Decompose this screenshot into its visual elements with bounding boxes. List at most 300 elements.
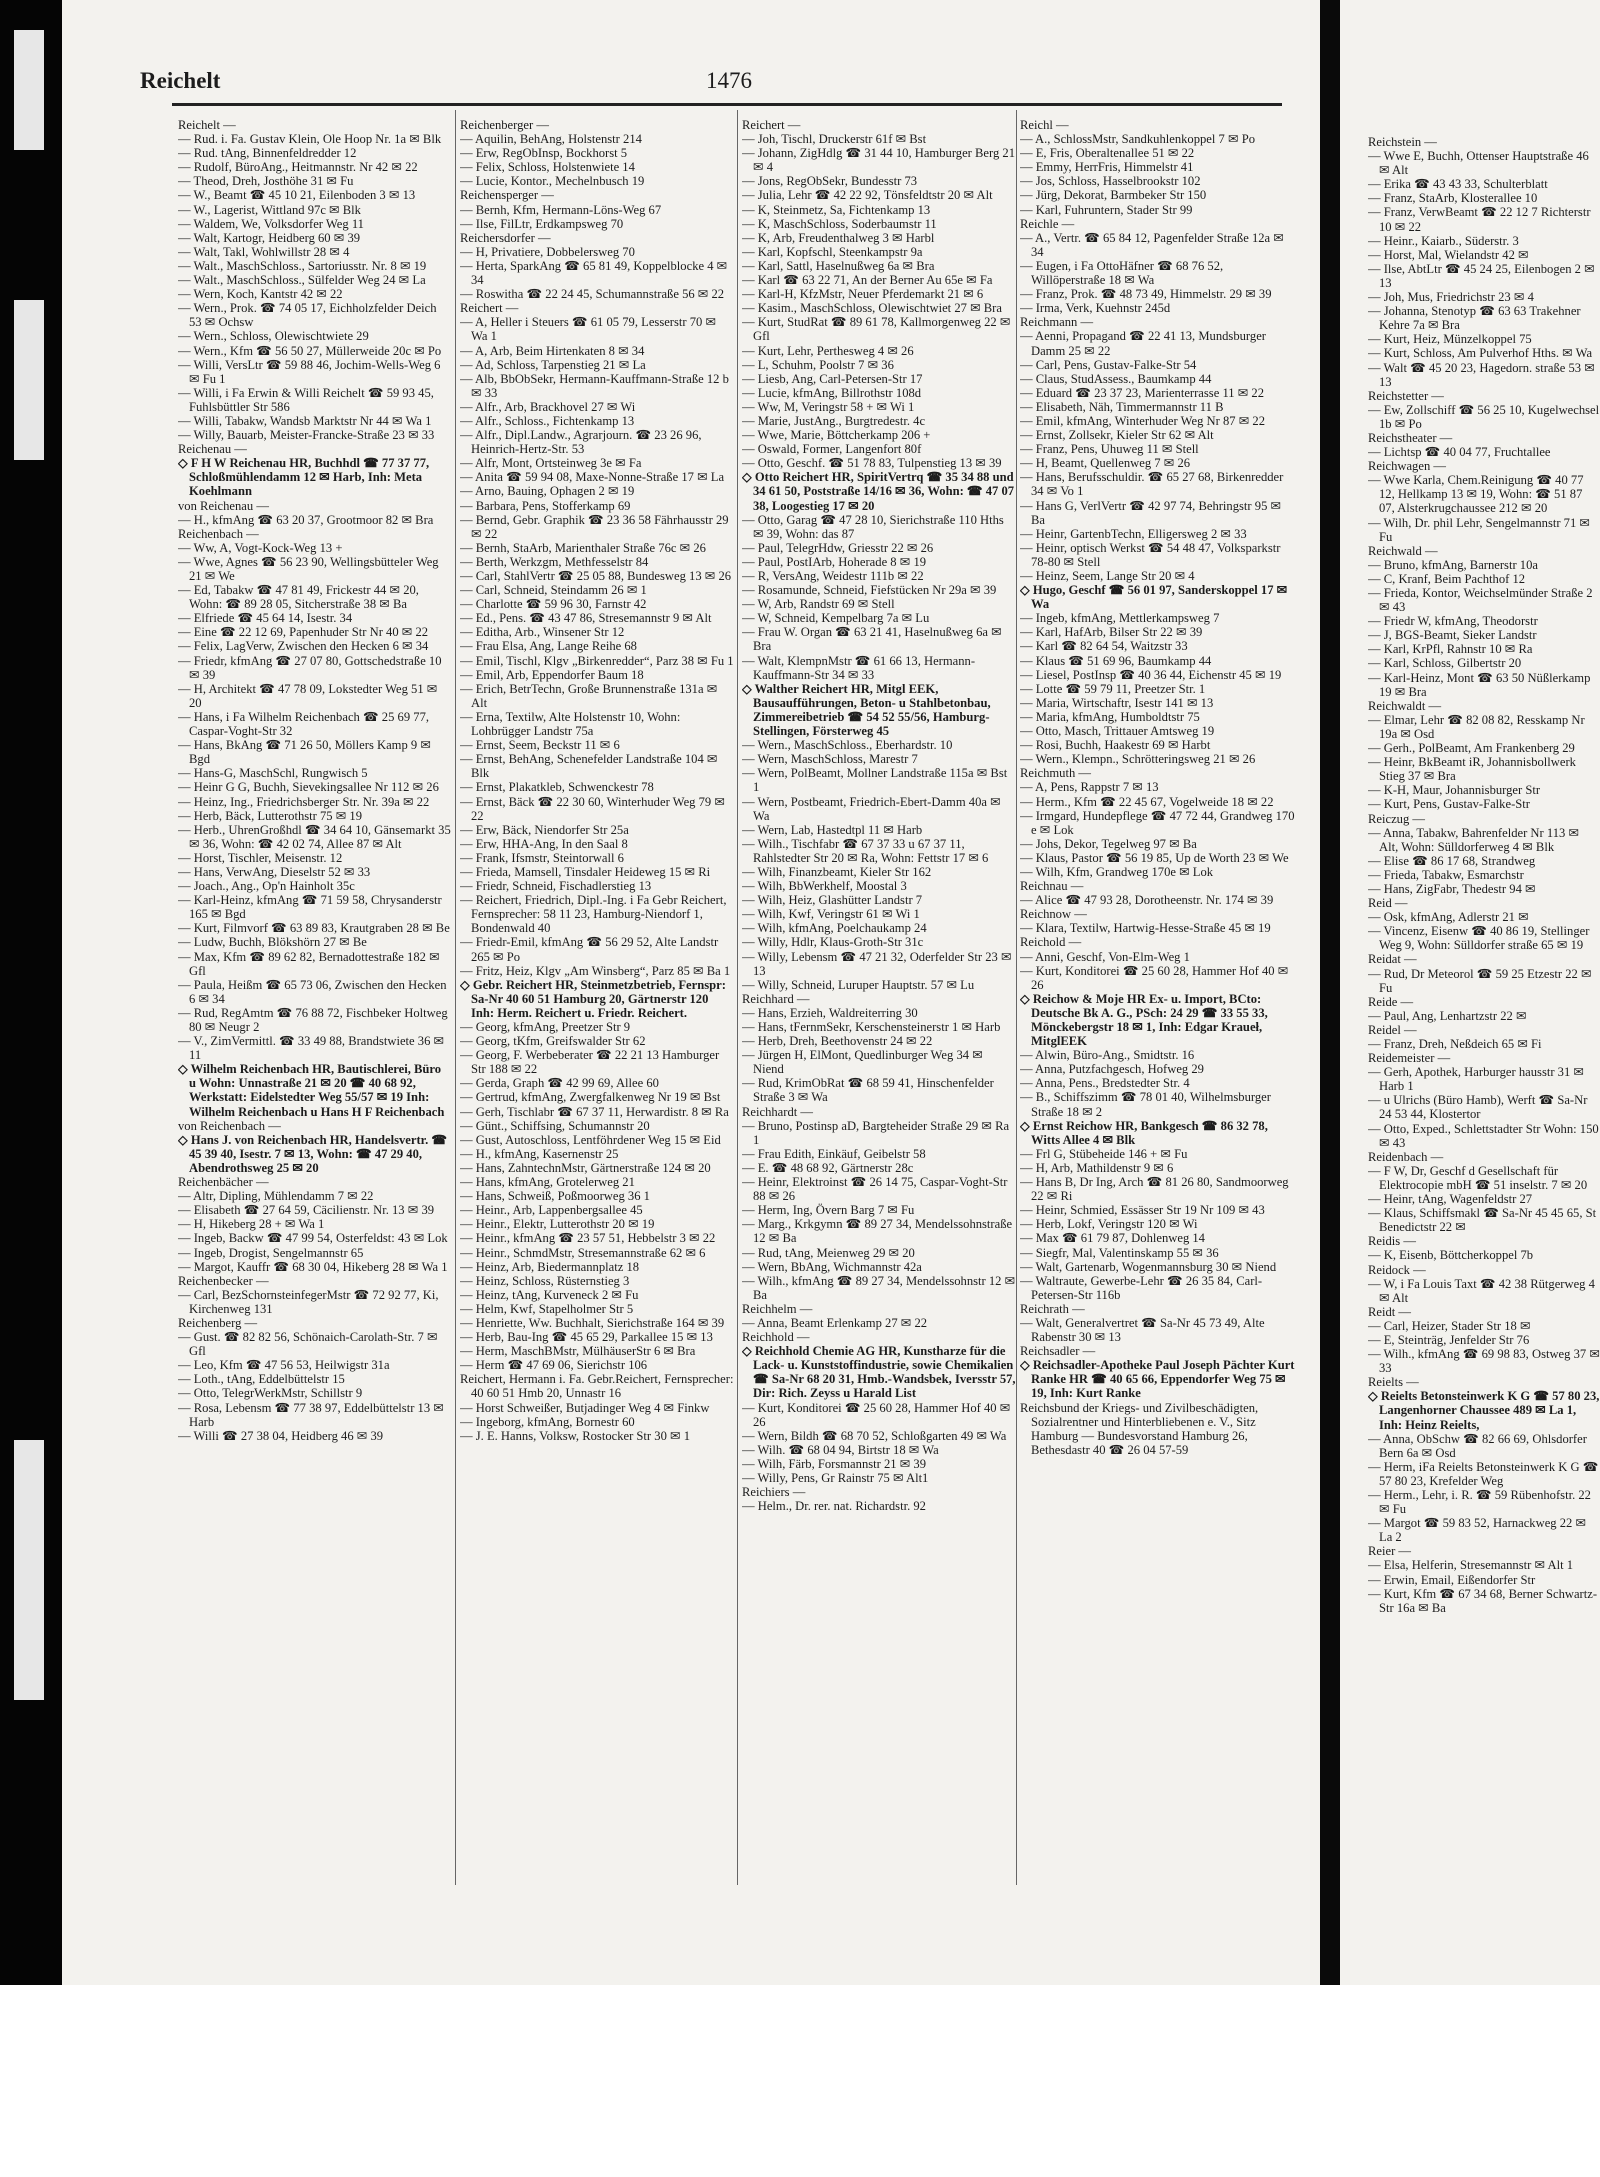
directory-entry: — E. ☎ 48 68 92, Gärtnerstr 28c bbox=[742, 1160, 914, 1175]
directory-entry: — Lucie, kfmAng, Billrothstr 108d bbox=[742, 385, 922, 400]
directory-entry: — Kurt, Pens, Gustav-Falke-Str bbox=[1368, 797, 1530, 812]
directory-entry: — H, Architekt ☎ 47 78 09, Lokstedter Weg 51 ✉ 20 bbox=[178, 681, 438, 710]
surname-heading: Reichwald — bbox=[1368, 543, 1438, 558]
directory-entry: — Elsa, Helferin, Stresemannstr ✉ Alt 1 bbox=[1368, 1558, 1574, 1573]
directory-entry: — Rud. tAng, Binnenfeldredder 12 bbox=[178, 146, 357, 161]
book-gutter bbox=[1320, 0, 1340, 1985]
directory-entry: — Marie, JustAng., Burgtredestr. 4c bbox=[742, 413, 926, 428]
directory-entry: — Ernst, Seem, Beckstr 11 ✉ 6 bbox=[460, 738, 620, 753]
directory-entry: — Kurt, StudRat ☎ 89 61 78, Kallmorgenweg 22 ✉ Gfl bbox=[742, 315, 1011, 344]
directory-entry: — Karl-Heinz, Mont ☎ 63 50 Nüßlerkamp 19 ✉ Bra bbox=[1368, 670, 1591, 699]
directory-entry: — Willi, Tabakw, Wandsb Marktstr Nr 44 ✉ Wa 1 bbox=[178, 413, 432, 428]
directory-entry: — Wern, Bildh ☎ 68 70 52, Schloßgarten 49 ✉ Wa bbox=[742, 1428, 1007, 1443]
directory-entry: — Friedr, kfmAng ☎ 27 07 80, Gottschedstraße 10 ✉ 39 bbox=[178, 653, 442, 682]
scan-left-edge bbox=[0, 0, 62, 1985]
directory-entry: — Walt ☎ 45 20 23, Hagedorn. straße 53 ✉ 13 bbox=[1368, 360, 1595, 389]
directory-entry: — Herm, MaschBMstr, MülhäuserStr 6 ✉ Bra bbox=[460, 1344, 696, 1359]
directory-entry: — Heinz, tAng, Kurveneck 2 ✉ Fu bbox=[460, 1287, 639, 1302]
directory-entry: — Herta, SparkAng ☎ 65 81 49, Koppelblocke 4 ✉ 34 bbox=[460, 258, 728, 288]
directory-entry: — Ilse, FilLtr, Erdkampsweg 70 bbox=[460, 216, 624, 231]
directory-entry: — H, Beamt, Quellenweg 7 ✉ 26 bbox=[1020, 456, 1191, 471]
directory-entry: — Eugen, i Fa OttoHäfner ☎ 68 76 52, Willöperstraße 18 ✉ Wa bbox=[1020, 258, 1224, 288]
directory-entry: — Gerh, Tischlabr ☎ 67 37 11, Herwardistr. 8 ✉ Ra bbox=[460, 1104, 729, 1119]
directory-entry: — Georg, kfmAng, Preetzer Str 9 bbox=[460, 1020, 631, 1034]
directory-entry: — Hans, Erzieh, Waldreiterring 30 bbox=[742, 1005, 918, 1020]
directory-entry: — Oswald, Former, Langenfort 80f bbox=[742, 442, 922, 457]
surname-heading: Reichert — bbox=[460, 301, 519, 316]
directory-entry: — W, Schneid, Kempelbarg 7a ✉ Lu bbox=[742, 611, 930, 626]
directory-entry: — Julia, Lehr ☎ 42 22 92, Tönsfeldtstr 20 ✉ Alt bbox=[742, 188, 993, 203]
directory-entry: — Friedr W, kfmAng, Theodorstr bbox=[1368, 614, 1538, 629]
surname-heading: Reichmann — bbox=[1020, 315, 1094, 330]
directory-entry: — Hans, VerwAng, Dieselstr 52 ✉ 33 bbox=[178, 864, 371, 879]
directory-entry: — Ww, A, Vogt-Kock-Weg 13 + bbox=[178, 540, 343, 555]
directory-entry: — Horst Schweißer, Butjadinger Weg 4 ✉ Finkw bbox=[460, 1400, 710, 1415]
directory-entry: — Wern, Lab, Hastedtpl 11 ✉ Harb bbox=[742, 822, 923, 837]
directory-entry: — Maria, Wirtschaftr, Isestr 141 ✉ 13 bbox=[1020, 695, 1214, 710]
directory-entry: — Reichert, Friedrich, Dipl.-Ing. i Fa Gebr Reichert, Fernsprecher: 58 11 23, Hamburg-Niendorf 1, Bondenwald 40 bbox=[460, 893, 727, 936]
directory-entry: ◇ Reichhold Chemie AG HR, Kunstharze für die Lack- u. Kunststoffindustrie, sowie Chemikalien ☎ Sa-Nr 68 20 31, Hmb.-Wandsbek, Iversstr 57, Dir: Rich. Zeyss u Harald List bbox=[742, 1344, 1016, 1401]
directory-entry: — Leo, Kfm ☎ 47 56 53, Heilwigstr 31a bbox=[178, 1358, 390, 1373]
directory-entry: — Rosi, Buchh, Haakestr 69 ✉ Harbt bbox=[1020, 738, 1211, 753]
directory-entry: — Hans, BkAng ☎ 71 26 50, Möllers Kamp 9 ✉ Bgd bbox=[178, 738, 431, 767]
directory-entry: — Heinz, Arb, Biedermannplatz 18 bbox=[460, 1259, 640, 1274]
directory-entry: — Heinr G G, Buchh, Sievekingsallee Nr 112 ✉ 26 bbox=[178, 780, 439, 795]
directory-entry: — Otto, Geschf. ☎ 51 78 83, Tulpenstieg 13 ✉ 39 bbox=[742, 456, 1002, 471]
directory-entry: ◇ F H W Reichenau HR, Buchhdl ☎ 77 37 77, Schloßmühlendamm 12 ✉ Harb, Inh: Meta Koehlmann bbox=[178, 456, 430, 499]
directory-entry: — Hans-G, MaschSchl, Rungwisch 5 bbox=[178, 766, 368, 781]
directory-entry: — Herb., UhrenGroßhdl ☎ 34 64 10, Gänsemarkt 35 ✉ 36, Wohn: ☎ 42 02 74, Allee 87 ✉ Alt bbox=[178, 822, 451, 851]
directory-entry: — K-H, Maur, Johannisburger Str bbox=[1368, 783, 1541, 798]
directory-entry: — Otto, Masch, Trittauer Amtsweg 19 bbox=[1020, 724, 1215, 739]
directory-entry: — B., Schiffszimm ☎ 78 01 40, Wilhelmsburger Straße 18 ✉ 2 bbox=[1020, 1090, 1271, 1119]
directory-entry: — Kurt, Lehr, Perthesweg 4 ✉ 26 bbox=[742, 343, 914, 358]
directory-entry: — Karl ☎ 82 64 54, Waitzstr 33 bbox=[1020, 639, 1188, 654]
surname-heading: Reielts — bbox=[1368, 1375, 1419, 1390]
directory-entry: — Irma, Verk, Kuehnstr 245d bbox=[1020, 301, 1171, 316]
directory-entry: — Joach., Ang., Op'n Hainholt 35c bbox=[178, 879, 355, 894]
directory-entry: — Hans, Berufsschuldir. ☎ 65 27 68, Birkenredder 34 ✉ Vo 1 bbox=[1020, 470, 1284, 499]
directory-entry: — Emil, Tischl, Klgv „Birkenredder“, Parz 38 ✉ Fu 1 bbox=[460, 653, 734, 668]
edge-mark bbox=[14, 1440, 44, 1700]
directory-entry: — Walt, KlempnMstr ☎ 61 66 13, Hermann-Kauffmann-Str 34 ✉ 33 bbox=[742, 653, 976, 682]
directory-entry: — L, Schuhm, Poolstr 7 ✉ 36 bbox=[742, 357, 894, 372]
directory-entry: — Aquilin, BehAng, Holstenstr 214 bbox=[460, 132, 642, 147]
surname-heading: Reichiers — bbox=[742, 1485, 806, 1500]
directory-entry: — Wern, PolBeamt, Mollner Landstraße 115a ✉ Bst 1 bbox=[742, 766, 1008, 795]
directory-entry: — Wern., Schloss, Olewischtwiete 29 bbox=[178, 329, 369, 344]
surname-heading: Reichenberg — bbox=[178, 1315, 258, 1330]
directory-entry: — Jürg, Dekorat, Barmbeker Str 150 bbox=[1020, 188, 1207, 203]
directory-entry: — Wern, Koch, Kantstr 42 ✉ 22 bbox=[178, 287, 343, 302]
directory-entry: — Friedr-Emil, kfmAng ☎ 56 29 52, Alte Landstr 265 ✉ Po bbox=[460, 935, 719, 964]
directory-column-3 bbox=[742, 118, 1016, 1888]
directory-entry: — Eine ☎ 22 12 69, Papenhuder Str Nr 40 ✉ 22 bbox=[178, 625, 429, 640]
directory-entry: — Hans, tFernmSekr, Kerschensteinerstr 1 ✉ Harb bbox=[742, 1020, 1001, 1034]
directory-entry: — Kasim., MaschSchloss, Olewischtwiet 27 ✉ Bra bbox=[742, 301, 1002, 316]
directory-entry: — Willy, Hdlr, Klaus-Groth-Str 31c bbox=[742, 935, 924, 950]
directory-entry: — Alfr., Arb, Brackhovel 27 ✉ Wi bbox=[460, 399, 636, 414]
directory-entry: — Maria, kfmAng, Humboldtstr 75 bbox=[1020, 709, 1200, 724]
directory-entry: — Hans G, VerlVertr ☎ 42 97 74, Behringstr 95 ✉ Ba bbox=[1020, 498, 1282, 527]
directory-entry: — Karl-Heinz, kfmAng ☎ 71 59 58, Chrysanderstr 165 ✉ Bgd bbox=[178, 893, 442, 922]
directory-entry: — Wern, Postbeamt, Friedrich-Ebert-Damm 40a ✉ Wa bbox=[742, 794, 1001, 823]
directory-entry: — Ernst, Bäck ☎ 22 30 60, Winterhuder Weg 79 ✉ 22 bbox=[460, 794, 725, 823]
directory-entry: — Ernst, Zollsekr, Kieler Str 62 ✉ Alt bbox=[1020, 428, 1214, 443]
directory-entry: — Klaus, Pastor ☎ 56 19 85, Up de Worth 23 ✉ We bbox=[1020, 850, 1289, 865]
surname-heading: Reichwagen — bbox=[1368, 459, 1446, 474]
directory-entry: — Herb, Bau-Ing ☎ 45 65 29, Parkallee 15 ✉ 13 bbox=[460, 1330, 713, 1345]
edge-mark bbox=[14, 300, 44, 460]
directory-entry: — Alfr., Schloss., Fichtenkamp 13 bbox=[460, 413, 635, 428]
directory-entry: — K, MaschSchloss, Soderbaumstr 11 bbox=[742, 216, 937, 231]
directory-entry: — Elisabeth ☎ 27 64 59, Cäcilienstr. Nr. 13 ✉ 39 bbox=[178, 1203, 435, 1218]
directory-entry: — Johs, Dekor, Tegelweg 97 ✉ Ba bbox=[1020, 836, 1197, 851]
directory-entry: — Anna, ObSchw ☎ 82 66 69, Ohlsdorfer Bern 6a ✉ Osd bbox=[1368, 1431, 1587, 1460]
directory-entry: — Kurt, Konditorei ☎ 25 60 28, Hammer Hof 40 ✉ 26 bbox=[742, 1400, 1011, 1429]
directory-entry: ◇ Reichsadler-Apotheke Paul Joseph Pächter Kurt Ranke HR ☎ 40 65 66, Eppendorfer Weg 75 ✉ 19, Inh: Kurt Ranke bbox=[1020, 1358, 1295, 1401]
directory-entry: — Carl, Schneid, Steindamm 26 ✉ 1 bbox=[460, 583, 647, 598]
surname-heading: Reier — bbox=[1368, 1544, 1412, 1559]
directory-entry: — Jons, RegObSekr, Bundesstr 73 bbox=[742, 174, 918, 189]
directory-entry: ◇ Reielts Betonsteinwerk K G ☎ 57 80 23, Langenhorner Chaussee 489 ✉ La 1, Inh: Heinz Reielts, bbox=[1368, 1389, 1600, 1432]
directory-entry: — Herb, Dreh, Beethovenstr 24 ✉ 22 bbox=[742, 1034, 933, 1049]
directory-entry: — Herb, Lokf, Veringstr 120 ✉ Wi bbox=[1020, 1217, 1198, 1232]
directory-entry: — Erika ☎ 43 43 33, Schulterblatt bbox=[1368, 177, 1548, 192]
surname-heading: Reichensperger — bbox=[460, 188, 554, 203]
directory-entry: — Walt, Kartogr, Heidberg 60 ✉ 39 bbox=[178, 230, 361, 245]
directory-entry: — Kurt, Schloss, Am Pulverhof Hths. ✉ Wa bbox=[1368, 346, 1593, 361]
directory-entry: — Wern., Kfm ☎ 56 50 27, Müllerweide 20c ✉ Po bbox=[178, 343, 442, 358]
directory-entry: — Max ☎ 61 79 87, Dohlenweg 14 bbox=[1020, 1231, 1205, 1246]
surname-heading: Reichelt — bbox=[178, 118, 236, 132]
directory-entry: — Frau Edith, Einkäuf, Geibelstr 58 bbox=[742, 1146, 926, 1161]
directory-entry: — Charlotte ☎ 59 96 30, Farnstr 42 bbox=[460, 597, 647, 612]
directory-entry: — Erw, Bäck, Niendorfer Str 25a bbox=[460, 822, 629, 837]
directory-entry: — Horst, Mal, Wielandstr 42 ✉ bbox=[1368, 247, 1529, 262]
directory-entry: ◇ Hans J. von Reichenbach HR, Handelsvertr. ☎ 45 39 40, Isestr. 7 ✉ 13, Wohn: ☎ 47 29 40, Abendrothsweg 25 ✉ 20 bbox=[178, 1132, 448, 1175]
directory-entry: — Helm., Dr. rer. nat. Richardstr. 92 bbox=[742, 1499, 926, 1514]
surname-heading: Reichenberger — bbox=[460, 118, 549, 132]
directory-entry: — R, VersAng, Weidestr 111b ✉ 22 bbox=[742, 569, 924, 583]
directory-entry: — Theod, Dreh, Josthöhe 31 ✉ Fu bbox=[178, 174, 354, 189]
directory-entry: — Liesel, PostInsp ☎ 40 36 44, Eichenstr 45 ✉ 19 bbox=[1020, 667, 1282, 682]
directory-entry: — Erich, BetrTechn, Große Brunnenstraße 131a ✉ Alt bbox=[460, 681, 718, 710]
directory-entry: — Roswitha ☎ 22 24 45, Schumannstraße 56 ✉ 22 bbox=[460, 287, 725, 302]
surname-heading: Reichsadler — bbox=[1020, 1344, 1096, 1359]
directory-entry: — Felix, LagVerw, Zwischen den Hecken 6 ✉ 34 bbox=[178, 639, 429, 654]
directory-entry: — Heinr, tAng, Wagenfeldstr 27 bbox=[1368, 1192, 1533, 1207]
directory-entry: — Heinz, Ing., Friedrichsberger Str. Nr. 39a ✉ 22 bbox=[178, 794, 430, 809]
directory-entry: — Wern., Klempn., Schrötteringsweg 21 ✉ 26 bbox=[1020, 752, 1256, 767]
directory-entry: — A., SchlossMstr, Sandkuhlenkoppel 7 ✉ Po bbox=[1020, 132, 1255, 147]
directory-entry: ◇ Gebr. Reichert HR, Steinmetzbetrieb, Fernspr: Sa-Nr 40 60 51 Hamburg 20, Gärtnerstr 120 Inh: Herm. Reichert u. Friedr. Reichert. bbox=[460, 977, 726, 1020]
directory-entry: — Siegfr, Mal, Valentinskamp 55 ✉ 36 bbox=[1020, 1245, 1219, 1260]
directory-entry: — Gertrud, kfmAng, Zwergfalkenweg Nr 19 ✉ Bst bbox=[460, 1090, 721, 1105]
column-divider bbox=[737, 110, 738, 1885]
directory-entry: — Karl-H, KfzMstr, Neuer Pferdemarkt 21 ✉ 6 bbox=[742, 287, 984, 302]
directory-entry: — Rud, tAng, Meienweg 29 ✉ 20 bbox=[742, 1245, 915, 1260]
directory-entry: — Karl, Sattl, Haselnußweg 6a ✉ Bra bbox=[742, 258, 935, 273]
directory-entry: — Erw, RegObInsp, Bockhorst 5 bbox=[460, 146, 628, 161]
directory-entry: — Walt, Generalvertret ☎ Sa-Nr 45 73 49, Alte Rabenstr 30 ✉ 13 bbox=[1020, 1315, 1265, 1345]
directory-entry: — W, i Fa Louis Taxt ☎ 42 38 Rütgerweg 4 ✉ Alt bbox=[1368, 1276, 1595, 1305]
surname-heading: Reichnau — bbox=[1020, 879, 1084, 894]
directory-entry: — Willi, VersLtr ☎ 59 88 46, Jochim-Wells-Weg 6 ✉ Fu 1 bbox=[178, 357, 441, 386]
directory-entry: — Hans, ZigFabr, Thedestr 94 ✉ bbox=[1368, 881, 1536, 896]
surname-heading: Reidemeister — bbox=[1368, 1051, 1451, 1066]
directory-entry: — Hans B, Dr Ing, Arch ☎ 81 26 80, Sandmoorweg 22 ✉ Ri bbox=[1020, 1175, 1289, 1204]
column-divider bbox=[455, 110, 456, 1885]
directory-entry: — Gerh., PolBeamt, Am Frankenberg 29 bbox=[1368, 741, 1575, 756]
directory-entry: — F W, Dr, Geschf d Gesellschaft für Elektrocopie mbH ☎ 51 inselstr. 7 ✉ 20 bbox=[1368, 1163, 1588, 1192]
directory-entry: — Johann, ZigHdlg ☎ 31 44 10, Hamburger Berg 21 ✉ 4 bbox=[742, 146, 1016, 175]
directory-entry: — Hans, ZahntechnMstr, Gärtnerstraße 124 ✉ 20 bbox=[460, 1160, 711, 1175]
directory-entry: — Joh, Tischl, Druckerstr 61f ✉ Bst bbox=[742, 132, 927, 147]
surname-heading: Reichhelm — bbox=[742, 1301, 813, 1316]
directory-entry: — Herm, Ing, Övern Barg 7 ✉ Fu bbox=[742, 1203, 915, 1218]
directory-entry: — Bernh, Kfm, Hermann-Löns-Weg 67 bbox=[460, 202, 662, 217]
directory-entry: — Heinr., SchmdMstr, Stresemannstraße 62 ✉ 6 bbox=[460, 1245, 706, 1260]
directory-entry: — A, Arb, Beim Hirtenkaten 8 ✉ 34 bbox=[460, 343, 645, 358]
directory-entry: — Alfr, Mont, Ortsteinweg 3e ✉ Fa bbox=[460, 456, 642, 471]
directory-entry: — Erw, HHA-Ang, In den Saal 8 bbox=[460, 836, 628, 851]
directory-entry: — Walt, Takl, Wohlwillstr 28 ✉ 4 bbox=[178, 244, 350, 259]
directory-entry: ◇ Hugo, Geschf ☎ 56 01 97, Sanderskoppel 17 ✉ Wa bbox=[1020, 583, 1288, 612]
directory-entry: — Wern., Prok. ☎ 74 05 17, Eichholzfelder Deich 53 ✉ Ochsw bbox=[178, 301, 437, 330]
directory-entry: — Lichtsp ☎ 40 04 77, Fruchtallee bbox=[1368, 445, 1551, 460]
directory-entry: — Elisabeth, Näh, Timmermannstr 11 B bbox=[1020, 399, 1224, 414]
surname-heading: Reidat — bbox=[1368, 952, 1417, 967]
directory-entry: — Wilh, Kfm, Grandweg 170e ✉ Lok bbox=[1020, 864, 1214, 879]
surname-heading: von Reichenau — bbox=[178, 498, 269, 513]
directory-entry: — Wilh., kfmAng ☎ 69 98 83, Ostweg 37 ✉ 33 bbox=[1368, 1347, 1600, 1376]
directory-entry: — Frl G, Stübeheide 146 + ✉ Fu bbox=[1020, 1146, 1188, 1161]
directory-entry: — Karl, HafArb, Bilser Str 22 ✉ 39 bbox=[1020, 625, 1203, 640]
directory-entry: — K, Eisenb, Böttcherkoppel 7b bbox=[1368, 1248, 1534, 1263]
directory-entry: — Anna, Tabakw, Bahrenfelder Nr 113 ✉ Alt, Wohn: Sülldorferweg 4 ✉ Blk bbox=[1368, 825, 1579, 854]
directory-entry: — Heinz, Seem, Lange Str 20 ✉ 4 bbox=[1020, 569, 1195, 583]
directory-column-1 bbox=[178, 118, 451, 1888]
directory-entry: — Wwe, Marie, Böttcherkamp 206 + bbox=[742, 428, 931, 443]
directory-entry: — Alb, BbObSekr, Hermann-Kauffmann-Straße 12 b ✉ 33 bbox=[460, 371, 729, 400]
directory-entry: — Wern, BbAng, Wichmannstr 42a bbox=[742, 1259, 922, 1274]
directory-entry: — Bernh, StaArb, Marienthaler Straße 76c ✉ 26 bbox=[460, 540, 706, 555]
directory-entry: — Erwin, Email, Eißendorfer Str bbox=[1368, 1572, 1536, 1587]
directory-entry: — Fritz, Heiz, Klgv „Am Winsberg“, Parz 85 ✉ Ba 1 bbox=[460, 963, 731, 978]
directory-entry: — Franz, Pens, Uhuweg 11 ✉ Stell bbox=[1020, 442, 1199, 457]
surname-heading: Reichenau — bbox=[178, 442, 247, 457]
directory-entry: — Emil, kfmAng, Winterhuder Weg Nr 87 ✉ 22 bbox=[1020, 413, 1266, 428]
directory-entry: — Klara, Textilw, Hartwig-Hesse-Straße 45 ✉ 19 bbox=[1020, 921, 1271, 936]
directory-entry: — Emil, Arb, Eppendorfer Baum 18 bbox=[460, 667, 644, 682]
directory-entry: — Klaus, Schiffsmakl ☎ Sa-Nr 45 45 65, St Benedictstr 22 ✉ bbox=[1368, 1206, 1597, 1235]
surname-heading: Reidock — bbox=[1368, 1262, 1426, 1277]
directory-entry: — Rudolf, BüroAng., Heitmannstr. Nr 42 ✉ 22 bbox=[178, 160, 418, 175]
directory-entry: — Wern, MaschSchloss, Marestr 7 bbox=[742, 752, 918, 767]
directory-entry: ◇ Otto Reichert HR, SpiritVertrq ☎ 35 34 88 und 34 61 50, Poststraße 14/16 ✉ 36, Wohn: ☎ 47 07 38, Loogestieg 17 ✉ 20 bbox=[742, 470, 1015, 513]
directory-entry: — Kurt, Heiz, Münzelkoppel 75 bbox=[1368, 332, 1532, 347]
directory-entry: — Anni, Geschf, Von-Elm-Weg 1 bbox=[1020, 949, 1190, 964]
directory-entry: — Rud, KrimObRat ☎ 68 59 41, Hinschenfelder Straße 3 ✉ Wa bbox=[742, 1076, 994, 1105]
directory-entry: — K, Arb, Freudenthalweg 3 ✉ Harbl bbox=[742, 230, 935, 245]
directory-entry: — A., Vertr. ☎ 65 84 12, Pagenfelder Straße 12a ✉ 34 bbox=[1020, 230, 1284, 259]
directory-entry: — Berth, Werkzgm, Methfesselstr 84 bbox=[460, 554, 649, 569]
surname-heading: Reichmuth — bbox=[1020, 766, 1092, 781]
directory-entry: — Wilh., kfmAng ☎ 89 27 34, Mendelssohnstr 12 ✉ Ba bbox=[742, 1273, 1016, 1302]
directory-entry: — V., ZimVermittl. ☎ 33 49 88, Brandstwiete 36 ✉ 11 bbox=[178, 1034, 445, 1063]
surname-heading: Reichenbach — bbox=[178, 526, 259, 541]
directory-entry: — u Ulrichs (Büro Hamb), Werft ☎ Sa-Nr 24 53 44, Klostertor bbox=[1368, 1093, 1588, 1122]
directory-entry: — Ad, Schloss, Tarpenstieg 21 ✉ La bbox=[460, 357, 646, 372]
directory-entry: — Eduard ☎ 23 37 23, Marienterrasse 11 ✉ 22 bbox=[1020, 385, 1265, 400]
directory-entry: — Herm., Kfm ☎ 22 45 67, Vogelweide 18 ✉ 22 bbox=[1020, 794, 1274, 809]
directory-entry: — Heinr, Schmied, Essässer Str 19 Nr 109 ✉ 43 bbox=[1020, 1203, 1265, 1218]
directory-entry: — W., Beamt ☎ 45 10 21, Eilenboden 3 ✉ 13 bbox=[178, 188, 416, 203]
directory-entry: — Willy, Bauarb, Meister-Francke-Straße 23 ✉ 33 bbox=[178, 428, 435, 443]
directory-entry: — Carl, Heizer, Stader Str 18 ✉ bbox=[1368, 1318, 1531, 1333]
directory-entry: — Erna, Textilw, Alte Holstenstr 10, Wohn: Lohbrügger Landstr 75a bbox=[460, 709, 681, 739]
scan-margin bbox=[0, 1985, 1600, 2177]
directory-entry: — Frieda, Mamsell, Tinsdaler Heideweg 15 ✉ Ri bbox=[460, 864, 711, 879]
directory-entry: — Liesb, Ang, Carl-Petersen-Str 17 bbox=[742, 371, 923, 386]
directory-entry: — Franz, Dreh, Neßdeich 65 ✉ Fi bbox=[1368, 1037, 1542, 1051]
directory-entry: — Bruno, Postinsp aD, Bargteheider Straße 29 ✉ Ra 1 bbox=[742, 1118, 1010, 1147]
directory-entry: — Otto, TelegrWerkMstr, Schillstr 9 bbox=[178, 1386, 363, 1401]
directory-entry: — Wilh, Finanzbeamt, Kieler Str 162 bbox=[742, 864, 932, 879]
directory-entry: — Frank, Ifsmstr, Steintorwall 6 bbox=[460, 850, 624, 865]
directory-entry: — Claus, StudAssess., Baumkamp 44 bbox=[1020, 371, 1212, 386]
directory-entry: — Carl, Pens, Gustav-Falke-Str 54 bbox=[1020, 357, 1197, 372]
surname-heading: Reichrath — bbox=[1020, 1301, 1085, 1316]
directory-entry: — Aenni, Propagand ☎ 22 41 13, Mundsburger Damm 25 ✉ 22 bbox=[1020, 329, 1266, 358]
directory-entry: — Marg., Krkgymn ☎ 89 27 34, Mendelssohnstraße 12 ✉ Ba bbox=[742, 1217, 1013, 1246]
directory-entry: — Franz, Prok. ☎ 48 73 49, Himmelstr. 29 ✉ 39 bbox=[1020, 287, 1272, 302]
surname-heading: Reidt — bbox=[1368, 1304, 1412, 1319]
directory-entry: — Herm, iFa Reielts Betonsteinwerk K G ☎ 57 80 23, Krefelder Weg bbox=[1368, 1459, 1599, 1488]
directory-entry: — Margot ☎ 59 83 52, Harnackweg 22 ✉ La 2 bbox=[1368, 1516, 1587, 1545]
directory-entry: — Joh, Mus, Friedrichstr 23 ✉ 4 bbox=[1368, 290, 1534, 305]
directory-entry: ◇ Walther Reichert HR, Mitgl EEK, Bausaufführungen, Beton- u Stahlbetonbau, Zimmereibetrieb ☎ 54 52 55/56, Hamburg-Stellingen, Försterweg 45 bbox=[742, 681, 991, 739]
directory-entry: — Ew, Zollschiff ☎ 56 25 10, Kugelwechsel 1b ✉ Po bbox=[1368, 402, 1600, 431]
directory-entry: ◇ Reichow & Moje HR Ex- u. Import, BCto: Deutsche Bk A. G., PSch: 24 29 ☎ 33 55 33, Mönckebergstr 18 ✉ 1, Inh: Edgar Kraueł, MitglEEK bbox=[1020, 991, 1268, 1049]
directory-entry: — Heinr, optisch Werkst ☎ 54 48 47, Volksparkstr 78-80 ✉ Stell bbox=[1020, 540, 1281, 569]
directory-entry: — Willy, Schneid, Luruper Hauptstr. 57 ✉ Lu bbox=[742, 977, 975, 992]
directory-entry: — W, Arb, Randstr 69 ✉ Stell bbox=[742, 597, 895, 612]
directory-entry: — Elise ☎ 86 17 68, Strandweg bbox=[1368, 853, 1536, 868]
surname-heading: Reid — bbox=[1368, 896, 1408, 911]
directory-entry: — Max, Kfm ☎ 89 62 82, Bernadottestraße 182 ✉ Gfl bbox=[178, 949, 440, 978]
directory-entry: — J, BGS-Beamt, Sieker Landstr bbox=[1368, 628, 1537, 643]
directory-entry: — Karl, Schloss, Gilbertstr 20 bbox=[1368, 656, 1522, 671]
directory-entry: — Franz, StaArb, Klosterallee 10 bbox=[1368, 191, 1538, 206]
directory-entry: — Frau Elsa, Ang, Lange Reihe 68 bbox=[460, 639, 637, 654]
directory-entry: — Wwe Karla, Chem.Reinigung ☎ 40 77 12, Hellkamp 13 ✉ 19, Wohn: ☎ 51 87 07, Alsterkrugchaussee 212 ✉ 20 bbox=[1368, 473, 1584, 516]
directory-entry: — Hans, Schweiß, Poßmoorweg 36 1 bbox=[460, 1189, 650, 1204]
directory-entry: ◇ Wilhelm Reichenbach HR, Bautischlerei, Büro u Wohn: Unnastraße 21 ✉ 20 ☎ 40 68 92, Werkstatt: Eidelstedter Weg 55/57 ✉ 19 Inh: Wilhelm Reichenbach u Hans H F Reichenbach bbox=[178, 1062, 445, 1119]
directory-entry: — Walt, Gartenarb, Wogenmannsburg 30 ✉ Niend bbox=[1020, 1259, 1277, 1274]
directory-entry: — Otto, Garag ☎ 47 28 10, Sierichstraße 110 Hths ✉ 39, Wohn: das 87 bbox=[742, 512, 1004, 541]
surname-heading: Reichstein — bbox=[1368, 135, 1437, 149]
directory-entry: — Margot, Kauffr ☎ 68 30 04, Hikeberg 28 ✉ Wa 1 bbox=[178, 1259, 448, 1274]
directory-entry: — Paul, TelegrHdw, Griesstr 22 ✉ 26 bbox=[742, 540, 934, 555]
directory-entry: — Lotte ☎ 59 79 11, Preetzer Str. 1 bbox=[1020, 681, 1206, 696]
directory-entry: — Willi ☎ 27 38 04, Heidberg 46 ✉ 39 bbox=[178, 1428, 384, 1443]
page-header bbox=[140, 68, 1280, 102]
directory-entry: — Herm., Lehr, i. R. ☎ 59 Rübenhofstr. 22 ✉ Fu bbox=[1368, 1488, 1591, 1517]
directory-entry: — Loth., tAng, Eddelbüttelstr 15 bbox=[178, 1372, 345, 1387]
running-head: Reichelt bbox=[140, 68, 221, 93]
directory-entry: — Jürgen H, ElMont, Quedlinburger Weg 34 ✉ Niend bbox=[742, 1048, 983, 1077]
directory-entry: — Herm ☎ 47 69 06, Sierichstr 106 bbox=[460, 1358, 648, 1373]
surname-heading: Reichle — bbox=[1020, 216, 1075, 231]
directory-entry: — Frieda, Kontor, Weichselmünder Straße 2 ✉ 43 bbox=[1368, 586, 1593, 615]
directory-entry: — W., Lagerist, Wittland 97c ✉ Blk bbox=[178, 202, 361, 217]
directory-entry: — Vincenz, Eisenw ☎ 40 86 19, Stellinger Weg 9, Wohn: Sülldorfer straße 65 ✉ 19 bbox=[1368, 924, 1590, 953]
directory-entry: — Paul, Ang, Lenhartzstr 22 ✉ bbox=[1368, 1008, 1527, 1023]
directory-entry: Reichsbund der Kriegs- und Zivilbeschädigten, Sozialrentner und Hinterbliebenen e. V., Sitz Hamburg — Bundesvorstand Hamburg 26, Bethesdastr 40 ☎ 26 04 57-59 bbox=[1020, 1400, 1259, 1457]
directory-entry: — Altr, Dipling, Mühlendamm 7 ✉ 22 bbox=[178, 1189, 374, 1204]
directory-entry: — Felix, Schloss, Holstenwiete 14 bbox=[460, 160, 635, 175]
directory-entry: — Arno, Bauing, Ophagen 2 ✉ 19 bbox=[460, 484, 635, 499]
directory-entry: — Otto, Exped., Schlettstadter Str Wohn: 150 ✉ 43 bbox=[1368, 1121, 1599, 1150]
directory-entry: — Willy, Pens, Gr Rainstr 75 ✉ Alt1 bbox=[742, 1471, 929, 1485]
directory-entry: — H, Privatiere, Dobbelersweg 70 bbox=[460, 244, 635, 259]
surname-heading: Reichl — bbox=[1020, 118, 1069, 132]
directory-entry: — Heinz, Schloss, Rüsternstieg 3 bbox=[460, 1273, 630, 1288]
column-divider bbox=[1016, 110, 1017, 1885]
directory-entry: — Emmy, HerrFris, Himmelstr 41 bbox=[1020, 160, 1194, 175]
directory-entry: — Editha, Arb., Winsener Str 12 bbox=[460, 625, 625, 640]
directory-entry: — Heinr, BkBeamt iR, Johannisbollwerk Stieg 37 ✉ Bra bbox=[1368, 755, 1576, 784]
surname-heading: Reichhold — bbox=[742, 1330, 810, 1345]
directory-entry: — Elfriede ☎ 45 64 14, Isestr. 34 bbox=[178, 611, 353, 626]
directory-entry: ◇ Ernst Reichow HR, Bankgesch ☎ 86 32 78, Witts Allee 4 ✉ Blk bbox=[1020, 1118, 1268, 1147]
directory-entry: — A, Pens, Rappstr 7 ✉ 13 bbox=[1020, 780, 1159, 795]
surname-heading: Reidel — bbox=[1368, 1022, 1417, 1037]
directory-entry: — Ingeb, kfmAng, Mettlerkampsweg 7 bbox=[1020, 611, 1220, 626]
directory-entry: — Alice ☎ 47 93 28, Dorotheenstr. Nr. 174 ✉ 39 bbox=[1020, 893, 1274, 908]
directory-column-4 bbox=[1020, 118, 1298, 1888]
directory-entry: — Kurt, Filmvorf ☎ 63 89 83, Krautgraben 28 ✉ Be bbox=[178, 921, 450, 936]
surname-heading: Reichnow — bbox=[1020, 907, 1087, 922]
surname-heading: Reiczug — bbox=[1368, 811, 1426, 826]
directory-entry: — Karl, Kopfschl, Steenkampstr 9a bbox=[742, 244, 923, 259]
directory-entry: — Karl, KrPfl, Rahnstr 10 ✉ Ra bbox=[1368, 642, 1533, 657]
directory-entry: — H., kfmAng, Kasernenstr 25 bbox=[460, 1146, 619, 1161]
directory-entry: — Franz, VerwBeamt ☎ 22 12 7 Richterstr 10 ✉ 22 bbox=[1368, 205, 1591, 234]
directory-entry: — Alfr., Dipl.Landw., Agrarjourn. ☎ 23 26 96, Heinrich-Hertz-Str. 53 bbox=[460, 428, 702, 457]
directory-entry: — Kurt, Konditorei ☎ 25 60 28, Hammer Hof 40 ✉ 26 bbox=[1020, 963, 1289, 992]
directory-entry: — Irmgard, Hundepflege ☎ 47 72 44, Grandweg 170 e ✉ Lok bbox=[1020, 808, 1295, 837]
header-rule bbox=[172, 103, 1282, 106]
directory-entry: — Rud. i. Fa. Gustav Klein, Ole Hoop Nr. 1a ✉ Blk bbox=[178, 132, 442, 147]
directory-entry: — Johanna, Stenotyp ☎ 63 63 Trakehner Kehre 7a ✉ Bra bbox=[1368, 304, 1581, 333]
surname-heading: Reichhardt — bbox=[742, 1104, 813, 1119]
directory-entry: — Heinr., kfmAng ☎ 23 57 51, Hebbelstr 3 ✉ 22 bbox=[460, 1231, 716, 1246]
directory-entry: — Wwe E, Buchh, Ottenser Hauptstraße 46 ✉ Alt bbox=[1368, 149, 1589, 178]
directory-entry: — Bruno, kfmAng, Barnerstr 10a bbox=[1368, 557, 1538, 572]
directory-entry: — Walt., MaschSchloss., Sülfelder Weg 24 ✉ La bbox=[178, 273, 426, 288]
directory-entry: — J. E. Hanns, Volksw, Rostocker Str 30 ✉ 1 bbox=[460, 1428, 691, 1443]
directory-entry: — Wilh, Heiz, Glashütter Landstr 7 bbox=[742, 893, 923, 908]
directory-entry: — H, Hikeberg 28 + ✉ Wa 1 bbox=[178, 1217, 325, 1232]
directory-entry: — Heinr., Arb, Lappenbergsallee 45 bbox=[460, 1203, 643, 1218]
directory-entry: — Carl, BezSchornsteinfegerMstr ☎ 72 92 77, Ki, Kirchenweg 131 bbox=[178, 1287, 439, 1316]
directory-entry: — Wilh, Kwf, Veringstr 61 ✉ Wi 1 bbox=[742, 907, 920, 922]
directory-entry: — Heinr., Kaiarb., Süderstr. 3 bbox=[1368, 233, 1519, 248]
directory-entry: — Karl ☎ 63 22 71, An der Berner Au 65e ✉ Fa bbox=[742, 273, 993, 288]
